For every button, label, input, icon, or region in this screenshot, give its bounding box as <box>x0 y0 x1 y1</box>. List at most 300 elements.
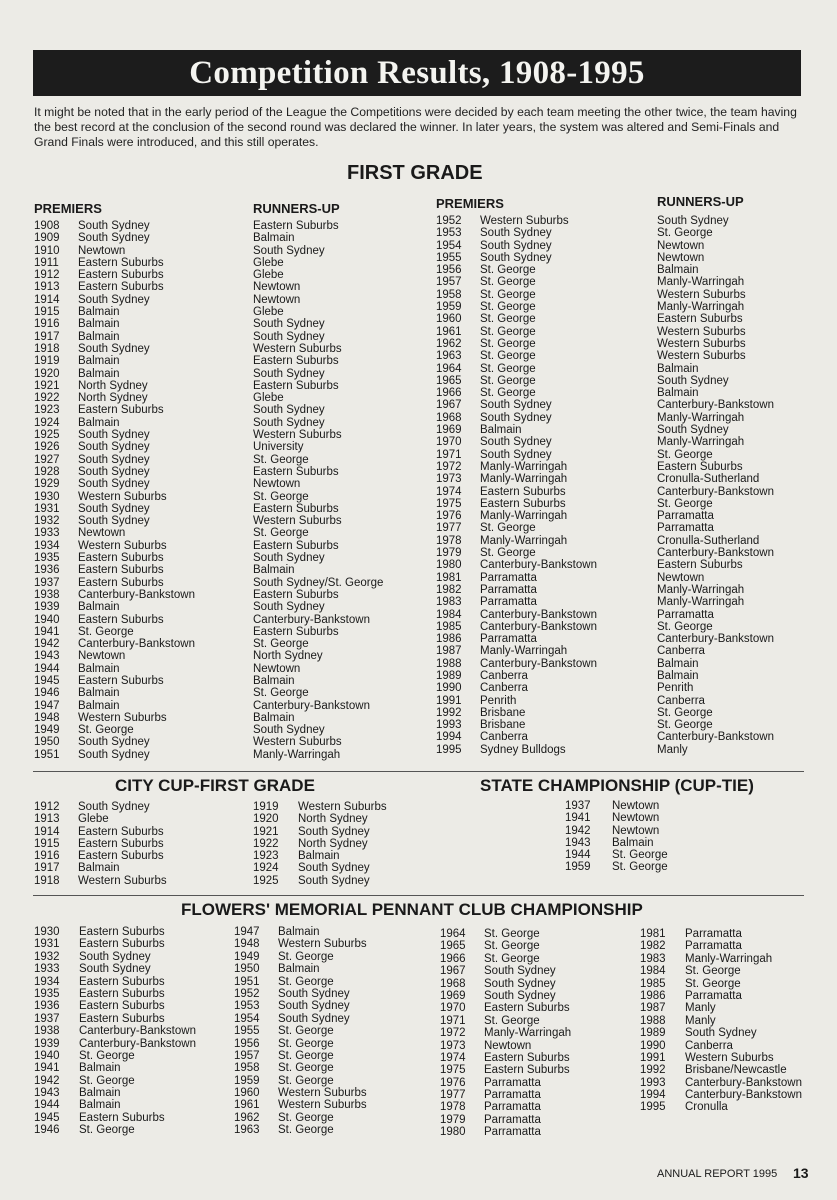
table-row <box>34 736 424 748</box>
year: 1939 <box>34 1037 60 1050</box>
premier: Canterbury-Bankstown <box>78 638 195 651</box>
year: 1934 <box>34 975 60 988</box>
section-divider-2 <box>33 895 804 896</box>
year: 1941 <box>34 625 60 638</box>
premier: St. George <box>480 362 536 375</box>
premier: South Sydney <box>78 220 150 232</box>
year: 1982 <box>436 583 462 596</box>
premier: Eastern Suburbs <box>78 674 164 687</box>
premier: Western Suburbs <box>480 215 569 227</box>
winner: St. George <box>278 1124 334 1137</box>
winner: Newtown <box>484 1039 532 1052</box>
year: 1912 <box>34 269 60 282</box>
winner: St. George <box>278 1025 334 1038</box>
table-row <box>253 826 453 838</box>
winner: Eastern Suburbs <box>484 1064 570 1077</box>
runner-up: Eastern Suburbs <box>253 588 339 601</box>
premier: Canterbury-Bankstown <box>480 559 597 572</box>
year: 1946 <box>34 687 60 700</box>
premier: St. George <box>480 264 536 277</box>
table-row <box>234 963 424 975</box>
winner: Balmain <box>78 862 120 875</box>
table-row <box>436 412 806 424</box>
year: 1945 <box>34 674 60 687</box>
year: 1929 <box>34 478 60 491</box>
year: 1969 <box>440 989 466 1002</box>
premier: St. George <box>480 276 536 289</box>
premier: South Sydney <box>480 227 552 240</box>
year: 1913 <box>34 813 60 826</box>
year: 1966 <box>440 952 466 965</box>
table-row <box>640 1027 830 1039</box>
table-row <box>440 1002 630 1014</box>
table-row <box>436 240 806 252</box>
table-row <box>34 491 424 503</box>
table-row <box>436 436 806 448</box>
winner: Parramatta <box>484 1126 541 1139</box>
year: 1923 <box>253 850 279 863</box>
winner: Balmain <box>79 1062 121 1075</box>
winner: St. George <box>79 1049 135 1062</box>
runner-up: South Sydney/St. George <box>253 576 384 589</box>
year: 1974 <box>436 485 462 498</box>
page-number: 13 <box>793 1165 809 1181</box>
table-row <box>34 257 424 269</box>
runner-up: South Sydney <box>657 215 729 227</box>
table-row <box>640 965 830 977</box>
year: 1970 <box>440 1002 466 1015</box>
runner-up: Balmain <box>657 362 699 375</box>
winner: North Sydney <box>298 813 368 826</box>
table-row <box>440 1040 630 1052</box>
premier: South Sydney <box>78 515 150 528</box>
winner: Western Suburbs <box>278 1099 367 1112</box>
runner-up: Eastern Suburbs <box>253 220 339 232</box>
year: 1947 <box>34 699 60 712</box>
table-row <box>436 535 806 547</box>
winner: Eastern Suburbs <box>79 1000 165 1013</box>
table-row <box>34 331 424 343</box>
winner: South Sydney <box>298 862 370 875</box>
year: 1921 <box>253 825 279 838</box>
year: 1943 <box>565 836 591 849</box>
table-row <box>640 953 830 965</box>
year: 1972 <box>436 460 462 473</box>
runner-up: Balmain <box>253 564 295 577</box>
year: 1949 <box>34 724 60 737</box>
year: 1950 <box>34 736 60 749</box>
year: 1979 <box>436 547 462 560</box>
premier: Canberra <box>480 682 528 695</box>
table-row <box>34 552 424 564</box>
winner: St. George <box>484 928 540 940</box>
premier: South Sydney <box>480 448 552 461</box>
winner: Eastern Suburbs <box>78 850 164 863</box>
table-row <box>34 589 424 601</box>
year: 1954 <box>436 239 462 252</box>
runner-up: Parramatta <box>657 522 714 535</box>
state-championship-list <box>565 800 765 874</box>
table-row <box>436 522 806 534</box>
premier: Western Suburbs <box>78 490 167 503</box>
state-championship-heading: STATE CHAMPIONSHIP (CUP-TIE) <box>480 776 754 795</box>
table-row <box>34 404 424 416</box>
winner: St. George <box>278 1037 334 1050</box>
runner-up: Canterbury-Bankstown <box>253 699 370 712</box>
table-row <box>34 503 424 515</box>
premier: Eastern Suburbs <box>78 256 164 269</box>
winner: Eastern Suburbs <box>79 938 165 951</box>
year: 1979 <box>440 1113 466 1126</box>
runner-up: Newtown <box>253 281 301 294</box>
year: 1935 <box>34 987 60 1000</box>
table-row <box>234 1112 424 1124</box>
table-row <box>234 1025 424 1037</box>
runner-up: Balmain <box>657 387 699 400</box>
runner-up: Eastern Suburbs <box>253 625 339 638</box>
table-row <box>234 1124 424 1136</box>
runner-up: St. George <box>253 490 309 503</box>
runner-up: Balmain <box>253 711 295 724</box>
table-row <box>436 510 806 522</box>
runner-up: South Sydney <box>657 424 729 437</box>
year: 1971 <box>436 448 462 461</box>
year: 1915 <box>34 837 60 850</box>
table-row <box>436 572 806 584</box>
year: 1977 <box>440 1089 466 1102</box>
year: 1968 <box>440 977 466 990</box>
premier: Parramatta <box>480 596 537 609</box>
table-row <box>640 1089 830 1101</box>
table-row <box>436 264 806 276</box>
runner-up: Manly-Warringah <box>657 276 745 289</box>
runner-up: Glebe <box>253 392 284 405</box>
year: 1925 <box>253 874 279 887</box>
year: 1922 <box>34 392 60 405</box>
premier: St. George <box>480 337 536 350</box>
runner-up: St. George <box>657 227 713 240</box>
premier: St. George <box>480 547 536 560</box>
table-row <box>34 577 424 589</box>
year: 1973 <box>440 1039 466 1052</box>
runner-up: Eastern Suburbs <box>253 502 339 515</box>
premier: Balmain <box>78 330 120 343</box>
year: 1955 <box>234 1025 260 1038</box>
year: 1990 <box>640 1039 666 1052</box>
year: 1935 <box>34 552 60 565</box>
table-row <box>234 1013 424 1025</box>
table-row <box>34 269 424 281</box>
premier: St. George <box>480 301 536 314</box>
runner-up: Eastern Suburbs <box>253 465 339 478</box>
runner-up: Western Suburbs <box>657 288 746 301</box>
table-row <box>436 252 806 264</box>
year: 1983 <box>436 596 462 609</box>
runner-up: Eastern Suburbs <box>253 379 339 392</box>
premier: Manly-Warringah <box>480 534 568 547</box>
table-row <box>440 1089 630 1101</box>
year: 1993 <box>436 719 462 732</box>
year: 1953 <box>234 1000 260 1013</box>
year: 1985 <box>436 620 462 633</box>
year: 1957 <box>436 276 462 289</box>
table-row <box>436 645 806 657</box>
runner-up: Balmain <box>253 674 295 687</box>
premier: Canterbury-Bankstown <box>480 657 597 670</box>
year: 1968 <box>436 411 462 424</box>
table-row <box>565 849 765 861</box>
year: 1985 <box>640 977 666 990</box>
city-cup-heading: CITY CUP-FIRST GRADE <box>115 776 315 795</box>
table-row <box>565 812 765 824</box>
year: 1961 <box>436 325 462 338</box>
premier: Western Suburbs <box>78 711 167 724</box>
year: 1939 <box>34 601 60 614</box>
table-row <box>436 461 806 473</box>
runner-up: Manly-Warringah <box>657 596 745 609</box>
year: 1992 <box>436 706 462 719</box>
premier: Balmain <box>78 699 120 712</box>
premier: South Sydney <box>78 441 150 454</box>
year: 1920 <box>253 813 279 826</box>
runner-up: Newtown <box>657 239 705 252</box>
table-row <box>436 498 806 510</box>
year: 1967 <box>436 399 462 412</box>
runner-up: Balmain <box>657 657 699 670</box>
year: 1944 <box>34 1099 60 1112</box>
winner: St. George <box>278 1049 334 1062</box>
winner: Eastern Suburbs <box>78 825 164 838</box>
table-row <box>34 638 424 650</box>
table-row <box>440 1114 630 1126</box>
premier: Balmain <box>78 355 120 368</box>
table-row <box>34 601 424 613</box>
runner-up: Canterbury-Bankstown <box>657 485 774 498</box>
premier: Eastern Suburbs <box>480 485 566 498</box>
table-row <box>34 1075 224 1087</box>
premier: Canterbury-Bankstown <box>78 588 195 601</box>
premier: South Sydney <box>78 502 150 515</box>
runner-up: Manly <box>657 743 688 756</box>
runner-up: Newtown <box>657 571 705 584</box>
premier: St. George <box>480 522 536 535</box>
year: 1916 <box>34 318 60 331</box>
table-row <box>34 850 234 862</box>
runner-up: St. George <box>657 620 713 633</box>
runner-up: South Sydney <box>253 724 325 737</box>
year: 1988 <box>640 1014 666 1027</box>
winner: Balmain <box>278 926 320 938</box>
table-row <box>34 478 424 490</box>
table-row <box>436 215 806 227</box>
year: 1926 <box>34 441 60 454</box>
table-row <box>34 724 424 736</box>
table-row <box>640 1040 830 1052</box>
year: 1909 <box>34 232 60 245</box>
winner: Eastern Suburbs <box>79 975 165 988</box>
table-row <box>436 584 806 596</box>
year: 1942 <box>34 638 60 651</box>
premier: South Sydney <box>480 436 552 449</box>
table-row <box>34 1050 224 1062</box>
year: 1977 <box>436 522 462 535</box>
table-row <box>34 466 424 478</box>
premier: North Sydney <box>78 379 148 392</box>
winner: Manly-Warringah <box>685 952 773 965</box>
premier: Sydney Bulldogs <box>480 743 566 756</box>
runner-up: St. George <box>253 638 309 651</box>
premier: Parramatta <box>480 571 537 584</box>
table-row <box>234 1099 424 1111</box>
runner-up: South Sydney <box>253 318 325 331</box>
city-cup-list-1 <box>34 801 234 887</box>
year: 1938 <box>34 1025 60 1038</box>
runner-up: Manly-Warringah <box>657 301 745 314</box>
winner: St. George <box>278 1062 334 1075</box>
premier: Eastern Suburbs <box>480 497 566 510</box>
premier: Eastern Suburbs <box>78 269 164 282</box>
year: 1981 <box>640 928 666 940</box>
premier: Canterbury-Bankstown <box>480 608 597 621</box>
winner: Western Suburbs <box>685 1051 774 1064</box>
table-row <box>436 682 806 694</box>
table-row <box>436 559 806 571</box>
table-row <box>34 875 234 887</box>
table-row <box>640 1052 830 1064</box>
runner-up: South Sydney <box>253 552 325 565</box>
table-row <box>640 1077 830 1089</box>
table-row <box>34 515 424 527</box>
winner: Balmain <box>79 1087 121 1100</box>
year: 1938 <box>34 588 60 601</box>
flowers-list-4 <box>640 928 830 1114</box>
premier: South Sydney <box>78 465 150 478</box>
year: 1952 <box>436 215 462 227</box>
table-row <box>34 801 234 813</box>
year: 1948 <box>34 711 60 724</box>
year: 1984 <box>640 965 666 978</box>
year: 1924 <box>34 416 60 429</box>
year: 1956 <box>234 1037 260 1050</box>
winner: Manly <box>685 1002 716 1015</box>
table-row <box>440 1077 630 1089</box>
year: 1951 <box>34 748 60 761</box>
year: 1965 <box>440 940 466 953</box>
runner-up: Western Suburbs <box>253 342 342 355</box>
year: 1937 <box>34 576 60 589</box>
year: 1953 <box>436 227 462 240</box>
premier: Balmain <box>78 318 120 331</box>
table-row <box>640 1002 830 1014</box>
year: 1913 <box>34 281 60 294</box>
runner-up: St. George <box>253 453 309 466</box>
winner: Canterbury-Bankstown <box>79 1037 196 1050</box>
year: 1944 <box>34 662 60 675</box>
year: 1932 <box>34 950 60 963</box>
table-row <box>234 951 424 963</box>
premier: Manly-Warringah <box>480 473 568 486</box>
premier: St. George <box>480 374 536 387</box>
winner: St. George <box>278 950 334 963</box>
winner: St. George <box>79 1074 135 1087</box>
table-row <box>436 276 806 288</box>
table-row <box>234 926 424 938</box>
table-row <box>253 801 453 813</box>
year: 1974 <box>440 1051 466 1064</box>
table-row <box>34 749 424 761</box>
runner-up: Cronulla-Sutherland <box>657 473 760 486</box>
table-row <box>34 343 424 355</box>
runner-up: Penrith <box>657 682 694 695</box>
runner-up: Balmain <box>253 232 295 245</box>
year: 1933 <box>34 963 60 976</box>
table-row <box>436 424 806 436</box>
year: 1964 <box>436 362 462 375</box>
premier: Western Suburbs <box>78 539 167 552</box>
year: 1948 <box>234 938 260 951</box>
runner-up: South Sydney <box>253 330 325 343</box>
runner-up: Canterbury-Bankstown <box>657 633 774 646</box>
winner: St. George <box>484 952 540 965</box>
table-row <box>640 1064 830 1076</box>
premier: St. George <box>480 350 536 363</box>
table-row <box>565 861 765 873</box>
premier: South Sydney <box>78 342 150 355</box>
winner: Balmain <box>298 850 340 863</box>
year: 1928 <box>34 465 60 478</box>
runner-up: Western Suburbs <box>253 515 342 528</box>
premier: St. George <box>78 724 134 737</box>
year: 1976 <box>440 1076 466 1089</box>
winner: Balmain <box>79 1099 121 1112</box>
table-row <box>234 1050 424 1062</box>
year: 1959 <box>436 301 462 314</box>
premier: South Sydney <box>78 736 150 749</box>
premier: South Sydney <box>78 478 150 491</box>
winner: St. George <box>484 1014 540 1027</box>
winner: Eastern Suburbs <box>484 1051 570 1064</box>
year: 1934 <box>34 539 60 552</box>
table-row <box>234 1038 424 1050</box>
runner-up: Newtown <box>253 293 301 306</box>
runner-up: Canterbury-Bankstown <box>657 547 774 560</box>
premier: South Sydney <box>480 251 552 264</box>
table-row <box>640 928 830 940</box>
table-row <box>34 1062 224 1074</box>
winner: Western Suburbs <box>278 1087 367 1100</box>
runner-up: Western Suburbs <box>253 736 342 749</box>
winner: Canterbury-Bankstown <box>685 1089 802 1102</box>
table-row <box>440 1015 630 1027</box>
runner-up: South Sydney <box>253 367 325 380</box>
premier: St. George <box>480 288 536 301</box>
premier: South Sydney <box>78 232 150 245</box>
table-row <box>436 387 806 399</box>
premier: St. George <box>480 313 536 326</box>
premier: Manly-Warringah <box>480 510 568 523</box>
table-row <box>34 626 424 638</box>
table-row <box>234 1000 424 1012</box>
winner: St. George <box>612 849 668 862</box>
runner-up: St. George <box>657 497 713 510</box>
year: 1932 <box>34 515 60 528</box>
table-row <box>436 744 806 756</box>
runners-up-header-right: RUNNERS-UP <box>657 194 744 209</box>
year: 1942 <box>565 824 591 837</box>
table-row <box>34 826 234 838</box>
winner: Western Suburbs <box>298 801 387 813</box>
runner-up: Western Suburbs <box>657 350 746 363</box>
